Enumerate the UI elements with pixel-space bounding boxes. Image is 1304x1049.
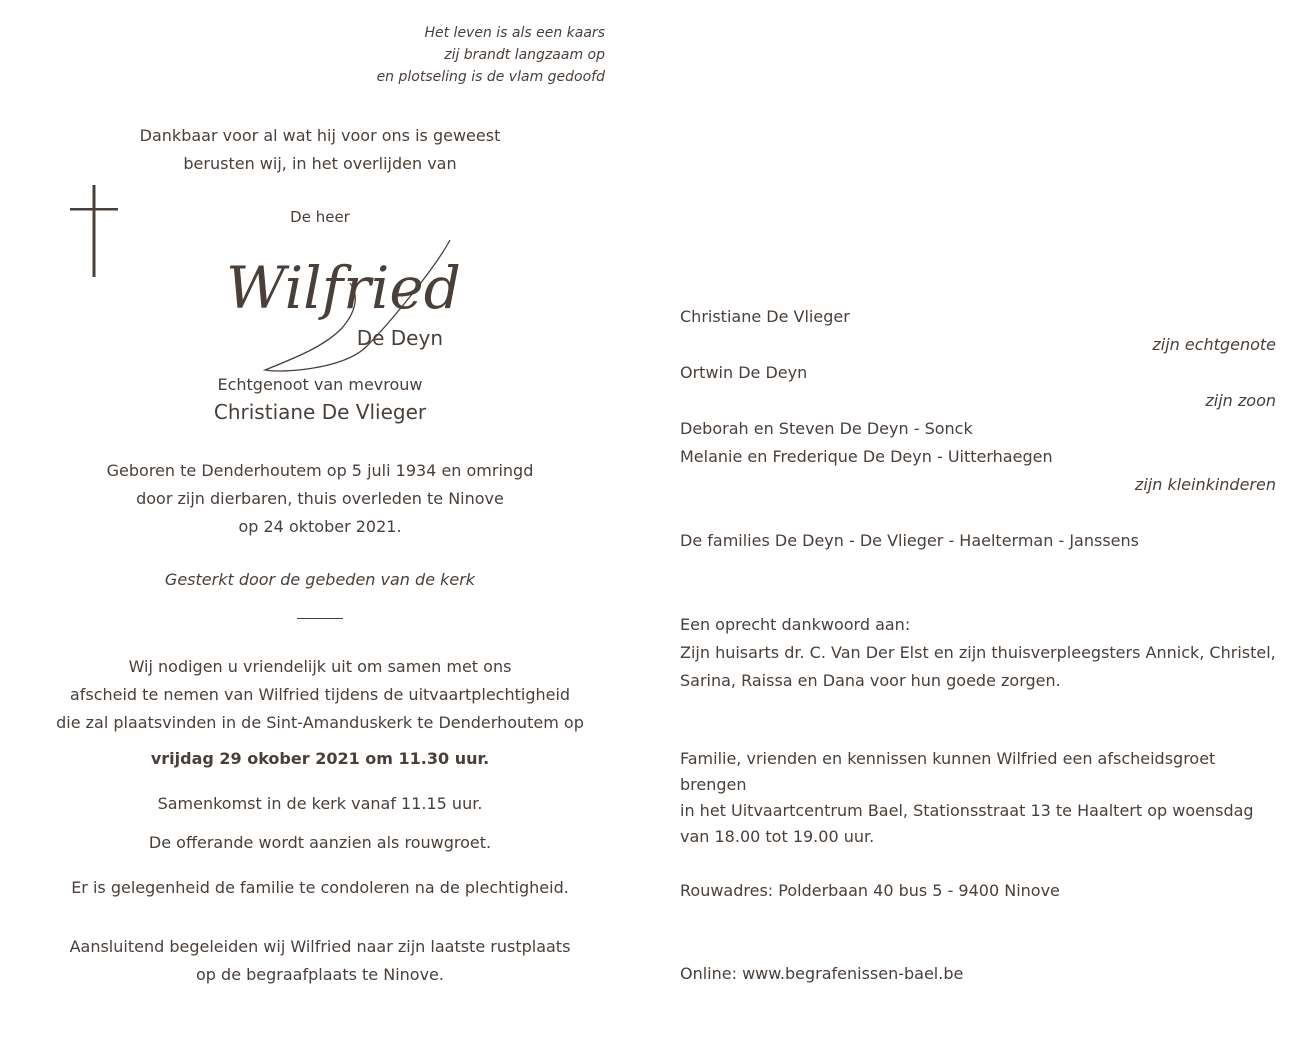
poem-line: zij brandt langzaam op bbox=[444, 47, 605, 63]
burial-line: op de begraafplaats te Ninove. bbox=[196, 965, 444, 984]
family-grandchildren-role: zijn kleinkinderen bbox=[1134, 475, 1276, 494]
funeral-date: vrijdag 29 okober 2021 om 11.30 uur. bbox=[150, 749, 490, 768]
deceased-title: De heer bbox=[290, 208, 350, 226]
poem-line: en plotseling is de vlam gedoofd bbox=[376, 69, 605, 85]
mourning-address: Rouwadres: Polderbaan 40 bus 5 - 9400 Ninove bbox=[680, 881, 1060, 900]
poem-quote bbox=[300, 22, 605, 88]
thanks-line: Zijn huisarts dr. C. Van Der Elst en zijn thuisverpleegsters Annick, Christel, bbox=[680, 643, 1276, 662]
faith-statement: Gesterkt door de gebeden van de kerk bbox=[164, 570, 476, 589]
invitation-line: Wij nodigen u vriendelijk uit om samen met ons bbox=[128, 657, 512, 676]
divider bbox=[297, 618, 343, 619]
surname: De Deyn bbox=[356, 326, 443, 350]
family-spouse-role: zijn echtgenote bbox=[1152, 335, 1276, 354]
invitation-text bbox=[30, 653, 610, 737]
invitation-line: afscheid te nemen van Wilfried tijdens de uitvaartplechtigheid bbox=[69, 685, 571, 704]
visitation-line: in het Uitvaartcentrum Bael, Stationsstraat 13 te Haaltert op woensdag bbox=[680, 801, 1254, 820]
family-grandchild: Melanie en Frederique De Deyn - Uitterhaegen bbox=[680, 447, 1053, 466]
burial-line: Aansluitend begeleiden wij Wilfried naar zijn laatste rustplaats bbox=[69, 937, 571, 956]
family-spouse: Christiane De Vlieger bbox=[680, 307, 850, 326]
visitation-text bbox=[680, 746, 1276, 850]
life-dates-line: op 24 oktober 2021. bbox=[238, 517, 402, 536]
thanks-line: Een oprecht dankwoord aan: bbox=[680, 615, 911, 634]
gathering-time: Samenkomst in de kerk vanaf 11.15 uur. bbox=[157, 794, 483, 813]
latin-cross-icon bbox=[70, 185, 118, 277]
life-dates-text bbox=[40, 457, 600, 541]
condolence-note: Er is gelegenheid de familie te condoleren na de plechtigheid. bbox=[71, 878, 569, 897]
spouse-name: Christiane De Vlieger bbox=[213, 400, 427, 424]
visitation-line: Familie, vrienden en kennissen kunnen Wilfried een afscheidsgroet brengen bbox=[680, 749, 1216, 794]
spouse-label: Echtgenoot van mevrouw bbox=[217, 375, 423, 394]
invitation-line: die zal plaatsvinden in de Sint-Amanduskerk te Denderhoutem op bbox=[56, 713, 584, 732]
intro-text bbox=[40, 122, 600, 178]
life-dates-line: Geboren te Denderhoutem op 5 juli 1934 en omringd bbox=[106, 461, 534, 480]
family-grandchild: Deborah en Steven De Deyn - Sonck bbox=[680, 419, 973, 438]
burial-text bbox=[40, 933, 600, 989]
poem-line: Het leven is als een kaars bbox=[424, 25, 605, 41]
family-list bbox=[680, 303, 1276, 555]
thanks-line: Sarina, Raissa en Dana voor hun goede zorgen. bbox=[680, 671, 1061, 690]
first-name-script bbox=[220, 228, 470, 373]
intro-line: Dankbaar voor al wat hij voor ons is geweest bbox=[139, 126, 501, 145]
spacer bbox=[680, 499, 1276, 527]
life-dates-line: door zijn dierbaren, thuis overleden te Ninove bbox=[136, 489, 504, 508]
first-name: Wilfried bbox=[226, 254, 461, 322]
family-son: Ortwin De Deyn bbox=[680, 363, 808, 382]
family-extended: De families De Deyn - De Vlieger - Haelterman - Janssens bbox=[680, 531, 1139, 550]
visitation-line: van 18.00 tot 19.00 uur. bbox=[680, 827, 875, 846]
family-son-role: zijn zoon bbox=[1205, 391, 1276, 410]
online-link[interactable]: Online: www.begrafenissen-bael.be bbox=[680, 964, 964, 983]
thanks-text bbox=[680, 611, 1276, 695]
offering-note: De offerande wordt aanzien als rouwgroet. bbox=[148, 833, 492, 852]
intro-line: berusten wij, in het overlijden van bbox=[183, 154, 457, 173]
